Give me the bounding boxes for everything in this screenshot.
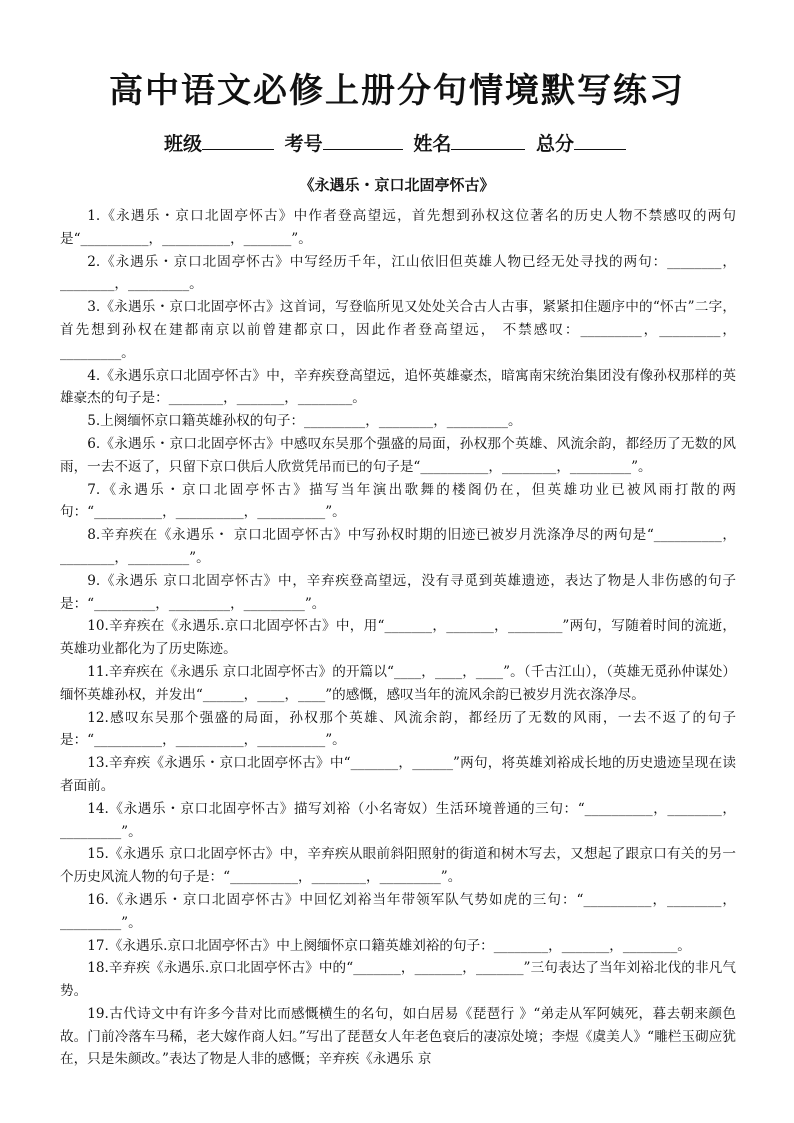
question-item: 4.《永遇乐京口北固亭怀古》中，辛弃疾登高望远，追怀英雄豪杰，暗寓南宋统治集团没有像孙权那样的英雄豪杰的句子是：________，_______，________。: [60, 367, 736, 407]
question-item: 13.辛弃疾《永遇乐・京口北固亭怀古》中“_______，______”两句，将英雄刘裕成长地的历史遗迹呈现在读者面前。: [60, 755, 736, 794]
question-item: 14.《永遇乐・京口北固亭怀古》描写刘裕（小名寄奴）生活环境普通的三句：“__________，________，_________”。: [60, 800, 736, 840]
question-item: 16.《永遇乐・京口北固亭怀古》中回忆刘裕当年带领军队气势如虎的三句：“__________，________，_________”。: [60, 891, 736, 931]
question-item: 7.《永遇乐・京口北固亭怀古》描写当年演出歌舞的楼阁仍在，但英雄功业已被风雨打散的两句：“__________，__________，__________”。: [60, 481, 736, 521]
student-info-line: [0, 130, 794, 158]
class-label: 班级: [164, 133, 203, 155]
question-list: [60, 205, 736, 1071]
question-item: 10.辛弃疾在《永遇乐.京口北固亭怀古》中，用“_______，_______，________”两句，写随着时间的流逝，英雄功业都化为了历史陈迹。: [60, 618, 736, 658]
question-item: 8.辛弃疾在《永遇乐・ 京口北固亭怀古》中写孙权时期的旧迹已被岁月洗涤净尽的两句是“__________，________，_________”。: [60, 527, 736, 566]
question-item: 17.《永遇乐.京口北固亭怀古》中上阕缅怀京口籍英雄刘裕的句子：________，_______，________。: [87, 937, 691, 954]
question-item: 9.《永遇乐 京口北固亭怀古》中，辛弃疾登高望远，没有寻觅到英雄遗迹，表达了物是人非伤感的句子是：“_________，_________，_________”。: [60, 572, 736, 612]
question-item: 15.《永遇乐 京口北固亭怀古》中，辛弃疾从眼前斜阳照射的街道和树木写去，又想起了跟京口有关的另一个历史风流人物的句子是：“__________，________，_________”。: [60, 846, 736, 886]
question-item: 19.古代诗文中有许多今昔对比而感慨横生的名句，如白居易《琵琶行 》“弟走从军阿姨死，暮去朝来颜色故。门前冷落车马稀，老大嫁作商人妇。”写出了琵琶女人年老色衰后的凄凉处境；李煜《虞美人》“雕栏玉砌应犹在，只是朱颜改。”表达了物是人非的感慨；辛弃疾《永遇乐 京: [60, 1005, 736, 1068]
exam-no-label: 考号: [284, 133, 323, 155]
question-item: 18.辛弃疾《永遇乐.京口北固亭怀古》中的“_______，_______，_______”三句表达了当年刘裕北伐的非凡气势。: [60, 960, 736, 1000]
page-title: 高中语文必修上册分句情境默写练习: [109, 71, 685, 111]
score-blank: [574, 131, 626, 150]
question-item: 12.感叹东吴那个强盛的局面，孙权那个英雄、风流余韵，都经历了无数的风雨，一去不返了的句子是：“__________，__________，__________”。: [60, 709, 736, 749]
question-item: 3.《永遇乐・京口北固亭怀古》这首词，写登临所见又处处关合古人古事，紧紧扣住题序中的“怀古”二字，首先想到孙权在建都南京以前曾建都京口，因此作者登高望远， 不禁感叹：_________，_________，_________。: [60, 299, 736, 361]
score-label: 总分: [535, 133, 574, 155]
poem-subtitle: 《永遇乐・京口北固亭怀古》: [299, 176, 495, 194]
question-item: 6.《永遇乐・京口北固亭怀古》中感叹东吴那个强盛的局面，孙权那个英雄、风流余韵，都经历了无数的风雨，一去不返了，只留下京口供后人欣赏凭吊而已的句子是“__________，________，_________”。: [60, 435, 736, 475]
exam-no-blank: [323, 131, 403, 150]
question-item: 1.《永遇乐・京口北固亭怀古》中作者登高望远，首先想到孙权这位著名的历史人物不禁感叹的两句是“__________，__________，_______”。: [60, 208, 736, 247]
class-blank: [202, 131, 274, 150]
question-item: 11.辛弃疾在《永遇乐 京口北固亭怀古》的开篇以“____，____，____”。（千古江山），（英雄无觅孙仲谋处）缅怀英雄孙权，并发出“______，____，____”的感慨，感叹当年的流风余韵已被岁月洗衣涤净尽。: [60, 663, 736, 703]
question-item: 2.《永遇乐・京口北固亭怀古》中写经历千年，江山依旧但英雄人物已经无处寻找的两句：________，________，_________。: [60, 253, 736, 293]
question-item: 5.上阕缅怀京口籍英雄孙权的句子：_________，________，_________。: [87, 413, 522, 430]
name-blank: [451, 131, 525, 150]
name-label: 姓名: [413, 133, 452, 155]
